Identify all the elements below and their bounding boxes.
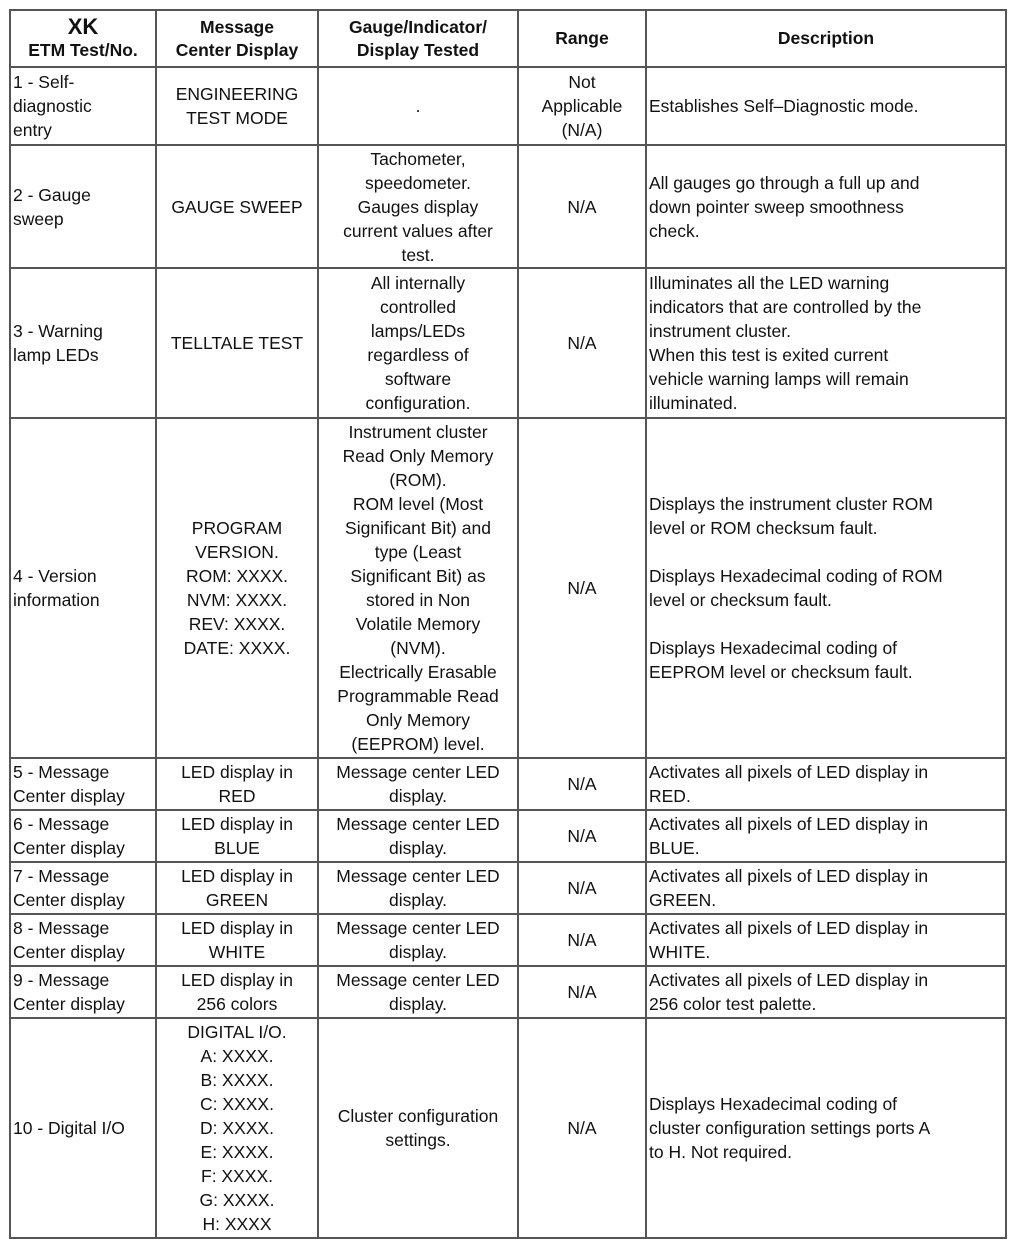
- gauge-tested-cell-line: ROM level (Most: [352, 494, 484, 514]
- message-center-cell: [156, 145, 318, 268]
- header-xk: XK: [67, 14, 99, 39]
- test-number-cell-line: entry: [13, 120, 52, 140]
- range-cell-line: Applicable: [541, 96, 623, 116]
- test-number-cell: [10, 914, 156, 966]
- test-number-cell-line: sweep: [13, 208, 64, 229]
- gauge-tested-cell-line: Electrically Erasable: [339, 662, 497, 682]
- test-number-cell: [10, 418, 156, 758]
- gauge-tested-cell-line: display.: [388, 786, 448, 806]
- gauge-tested-cell-line: Significant Bit) and: [345, 518, 491, 538]
- message-center-cell-line: A: XXXX.: [200, 1046, 274, 1066]
- gauge-tested-cell: [318, 418, 518, 758]
- test-number-cell-line: 10 - Digital I/O: [13, 1118, 125, 1138]
- gauge-tested-cell-line: regardless of: [367, 345, 469, 365]
- message-center-cell-line: GAUGE SWEEP: [171, 196, 303, 217]
- message-center-cell-line: VERSION.: [195, 542, 279, 562]
- description-line: instrument cluster.: [649, 321, 791, 341]
- gauge-tested-cell-line: test.: [401, 244, 435, 265]
- gauge-tested-cell: [318, 862, 518, 914]
- gauge-tested-cell: [318, 966, 518, 1018]
- gauge-tested-cell: [318, 758, 518, 810]
- test-number-cell-line: Center display: [13, 942, 125, 962]
- message-center-cell-line: B: XXXX.: [200, 1070, 274, 1090]
- range-cell-line: N/A: [567, 878, 597, 898]
- gauge-tested-cell-line: All internally: [370, 273, 466, 293]
- description-line: Activates all pixels of LED display in: [649, 762, 929, 782]
- range-cell: [518, 966, 646, 1018]
- gauge-tested-cell-line: Message center LED: [336, 918, 500, 938]
- range-cell: [518, 758, 646, 810]
- description-cell: [646, 810, 1006, 862]
- gauge-tested-cell-line: Instrument cluster: [348, 422, 488, 442]
- description-cell: [646, 145, 1006, 268]
- description-line: illuminated.: [649, 393, 738, 413]
- test-number-cell-line: Center display: [13, 786, 125, 806]
- gauge-tested-cell: [318, 914, 518, 966]
- message-center-cell-line: TELLTALE TEST: [170, 333, 304, 353]
- description-line: Activates all pixels of LED display in: [649, 918, 929, 938]
- message-center-cell-line: LED display in: [181, 814, 293, 834]
- range-cell: [518, 418, 646, 758]
- message-center-cell: [156, 268, 318, 418]
- message-center-cell: [156, 758, 318, 810]
- header-etm-test: [10, 10, 156, 67]
- gauge-tested-cell-line: Message center LED: [336, 814, 500, 834]
- gauge-tested-cell-line: Tachometer,: [370, 148, 466, 169]
- range-cell-line: N/A: [567, 774, 597, 794]
- description-line: indicators that are controlled by the: [649, 297, 922, 317]
- message-center-cell-line: ENGINEERING: [175, 84, 299, 104]
- description-line: EEPROM level or checksum fault.: [649, 662, 913, 682]
- test-number-cell: [10, 67, 156, 145]
- description-line: down pointer sweep smoothness: [649, 196, 904, 217]
- table-row: [10, 862, 1006, 914]
- message-center-cell: [156, 418, 318, 758]
- gauge-tested-cell-line: display.: [388, 994, 448, 1014]
- message-center-cell-line: LED display in: [181, 866, 293, 886]
- gauge-tested-cell-line: Programmable Read: [337, 686, 499, 706]
- test-number-cell-line: 3 - Warning: [13, 321, 103, 341]
- message-center-cell-line: LED display in: [181, 918, 293, 938]
- description-line: Displays Hexadecimal coding of: [649, 638, 898, 658]
- gauge-tested-cell-line: controlled: [380, 297, 456, 317]
- test-number-cell-line: 8 - Message: [13, 918, 110, 938]
- message-center-cell-line: DATE: XXXX.: [183, 638, 291, 658]
- table-row: [10, 67, 1006, 145]
- test-number-cell-line: Center display: [13, 838, 125, 858]
- message-center-cell-line: WHITE: [208, 942, 266, 962]
- description-line: RED.: [649, 786, 691, 806]
- test-number-cell-line: diagnostic: [13, 96, 92, 116]
- range-cell: [518, 145, 646, 268]
- range-cell: [518, 1018, 646, 1238]
- gauge-tested-cell-line: Message center LED: [336, 970, 500, 990]
- test-number-cell-line: Center display: [13, 890, 125, 910]
- range-cell-line: N/A: [567, 982, 597, 1002]
- header-row: [10, 10, 1006, 67]
- gauge-tested-cell-line: display.: [388, 838, 448, 858]
- description-line: Activates all pixels of LED display in: [649, 970, 929, 990]
- gauge-tested-cell-line: Message center LED: [336, 866, 500, 886]
- gauge-tested-cell-line: current values after: [343, 220, 493, 241]
- gauge-tested-cell-line: (EEPROM) level.: [351, 734, 485, 754]
- range-cell: [518, 914, 646, 966]
- test-number-cell: [10, 1018, 156, 1238]
- table-row: [10, 145, 1006, 268]
- gauge-tested-cell-line: Volatile Memory: [355, 614, 481, 634]
- range-cell-line: Not: [568, 72, 596, 92]
- message-center-cell-line: LED display in: [181, 762, 293, 782]
- gauge-tested-cell: [318, 1018, 518, 1238]
- gauge-tested-cell-line: Gauges display: [357, 196, 479, 217]
- test-number-cell-line: 2 - Gauge: [13, 184, 91, 205]
- gauge-tested-cell-line: display.: [388, 942, 448, 962]
- etm-test-table: [9, 9, 1007, 1239]
- range-cell: [518, 810, 646, 862]
- description-cell: [646, 914, 1006, 966]
- message-center-cell-line: G: XXXX.: [199, 1190, 275, 1210]
- range-cell: [518, 862, 646, 914]
- message-center-cell: [156, 67, 318, 145]
- gauge-tested-cell-line: Read Only Memory: [342, 446, 494, 466]
- gauge-tested-cell-line: .: [415, 96, 421, 116]
- message-center-cell-line: ROM: XXXX.: [185, 566, 289, 586]
- message-center-cell: [156, 1018, 318, 1238]
- gauge-tested-cell-line: type (Least: [374, 542, 462, 562]
- range-cell-line: N/A: [567, 196, 597, 217]
- table-row: [10, 914, 1006, 966]
- message-center-cell-line: NVM: XXXX.: [186, 590, 288, 610]
- header-description: Description: [646, 10, 1006, 67]
- gauge-tested-cell: [318, 810, 518, 862]
- description-cell: [646, 862, 1006, 914]
- test-number-cell-line: lamp LEDs: [13, 345, 99, 365]
- gauge-tested-cell-line: settings.: [385, 1130, 451, 1150]
- test-number-cell-line: 1 - Self-: [13, 72, 75, 92]
- description-line: GREEN.: [649, 890, 717, 910]
- gauge-tested-cell-line: display.: [388, 890, 448, 910]
- test-number-cell: [10, 862, 156, 914]
- gauge-tested-cell-line: Cluster configuration: [337, 1106, 499, 1126]
- test-number-cell-line: 5 - Message: [13, 762, 110, 782]
- gauge-tested-cell-line: Message center LED: [336, 762, 500, 782]
- table-row: [10, 418, 1006, 758]
- header-etm-test-label: ETM Test/No.: [28, 40, 138, 60]
- description-cell: [646, 268, 1006, 418]
- description-line: Activates all pixels of LED display in: [649, 814, 929, 834]
- header-range: Range: [518, 10, 646, 67]
- test-number-cell: [10, 145, 156, 268]
- description-line: BLUE.: [649, 838, 700, 858]
- description-line: level or checksum fault.: [649, 590, 832, 610]
- description-cell: [646, 418, 1006, 758]
- gauge-tested-cell-line: speedometer.: [364, 172, 472, 193]
- gauge-tested-cell: [318, 67, 518, 145]
- range-cell: [518, 67, 646, 145]
- description-line: Displays the instrument cluster ROM: [649, 494, 933, 514]
- table-row: [10, 810, 1006, 862]
- description-line: WHITE.: [649, 942, 711, 962]
- header-gauge-tested: Gauge/Indicator/ Display Tested: [318, 10, 518, 67]
- gauge-tested-cell-line: configuration.: [365, 393, 471, 413]
- description-cell: [646, 758, 1006, 810]
- test-number-cell-line: Center display: [13, 994, 125, 1014]
- description-cell: [646, 1018, 1006, 1238]
- gauge-tested-cell: [318, 268, 518, 418]
- range-cell-line: N/A: [567, 333, 597, 353]
- table-row: [10, 966, 1006, 1018]
- message-center-cell-line: GREEN: [205, 890, 269, 910]
- message-center-cell-line: DIGITAL I/O.: [187, 1022, 287, 1042]
- description-line: 256 color test palette.: [649, 994, 817, 1014]
- range-cell-line: (N/A): [561, 120, 603, 140]
- description-line: Activates all pixels of LED display in: [649, 866, 929, 886]
- gauge-tested-cell-line: software: [384, 369, 452, 389]
- description-line: All gauges go through a full up and: [649, 172, 920, 193]
- message-center-cell-line: E: XXXX.: [200, 1142, 274, 1162]
- range-cell-line: N/A: [567, 930, 597, 950]
- table-row: [10, 758, 1006, 810]
- test-number-cell: [10, 810, 156, 862]
- test-number-cell-line: 4 - Version: [13, 566, 97, 586]
- gauge-tested-cell: [318, 145, 518, 268]
- description-line: Displays Hexadecimal coding of ROM: [649, 566, 943, 586]
- message-center-cell-line: D: XXXX.: [200, 1118, 274, 1138]
- gauge-tested-cell-line: stored in Non: [365, 590, 471, 610]
- message-center-cell-line: F: XXXX.: [201, 1166, 273, 1186]
- description-line: check.: [649, 220, 700, 241]
- description-line: cluster configuration settings ports A: [649, 1118, 931, 1138]
- description-line: to H. Not required.: [649, 1142, 792, 1162]
- header-message-center: Message Center Display: [156, 10, 318, 67]
- table-row: [10, 1018, 1006, 1238]
- description-cell: [646, 67, 1006, 145]
- description-cell: [646, 966, 1006, 1018]
- range-cell-line: N/A: [567, 826, 597, 846]
- test-number-cell-line: information: [13, 590, 100, 610]
- gauge-tested-cell-line: Only Memory: [365, 710, 471, 730]
- range-cell: [518, 268, 646, 418]
- test-number-cell: [10, 268, 156, 418]
- description-line: Displays Hexadecimal coding of: [649, 1094, 898, 1114]
- message-center-cell: [156, 862, 318, 914]
- range-cell-line: N/A: [567, 578, 597, 598]
- message-center-cell-line: PROGRAM: [191, 518, 283, 538]
- description-line: vehicle warning lamps will remain: [649, 369, 909, 389]
- message-center-cell-line: H: XXXX: [202, 1214, 272, 1234]
- gauge-tested-cell-line: (NVM).: [390, 638, 446, 658]
- table-row: [10, 268, 1006, 418]
- message-center-cell: [156, 810, 318, 862]
- message-center-cell: [156, 966, 318, 1018]
- test-number-cell: [10, 758, 156, 810]
- description-line: Establishes Self–Diagnostic mode.: [649, 96, 919, 116]
- message-center-cell: [156, 914, 318, 966]
- test-number-cell-line: 7 - Message: [13, 866, 110, 886]
- test-number-cell-line: 9 - Message: [13, 970, 110, 990]
- range-cell-line: N/A: [567, 1118, 597, 1138]
- description-line: Illuminates all the LED warning: [649, 273, 890, 293]
- gauge-tested-cell-line: (ROM).: [389, 470, 447, 490]
- message-center-cell-line: 256 colors: [196, 994, 278, 1014]
- description-line: When this test is exited current: [649, 345, 889, 365]
- message-center-cell-line: REV: XXXX.: [188, 614, 286, 634]
- test-number-cell: [10, 966, 156, 1018]
- message-center-cell-line: TEST MODE: [186, 108, 288, 128]
- gauge-tested-cell-line: lamps/LEDs: [370, 321, 466, 341]
- message-center-cell-line: C: XXXX.: [200, 1094, 274, 1114]
- gauge-tested-cell-line: Significant Bit) as: [350, 566, 486, 586]
- message-center-cell-line: LED display in: [181, 970, 293, 990]
- message-center-cell-line: RED: [218, 786, 256, 806]
- test-number-cell-line: 6 - Message: [13, 814, 110, 834]
- description-line: level or ROM checksum fault.: [649, 518, 878, 538]
- message-center-cell-line: BLUE: [214, 838, 260, 858]
